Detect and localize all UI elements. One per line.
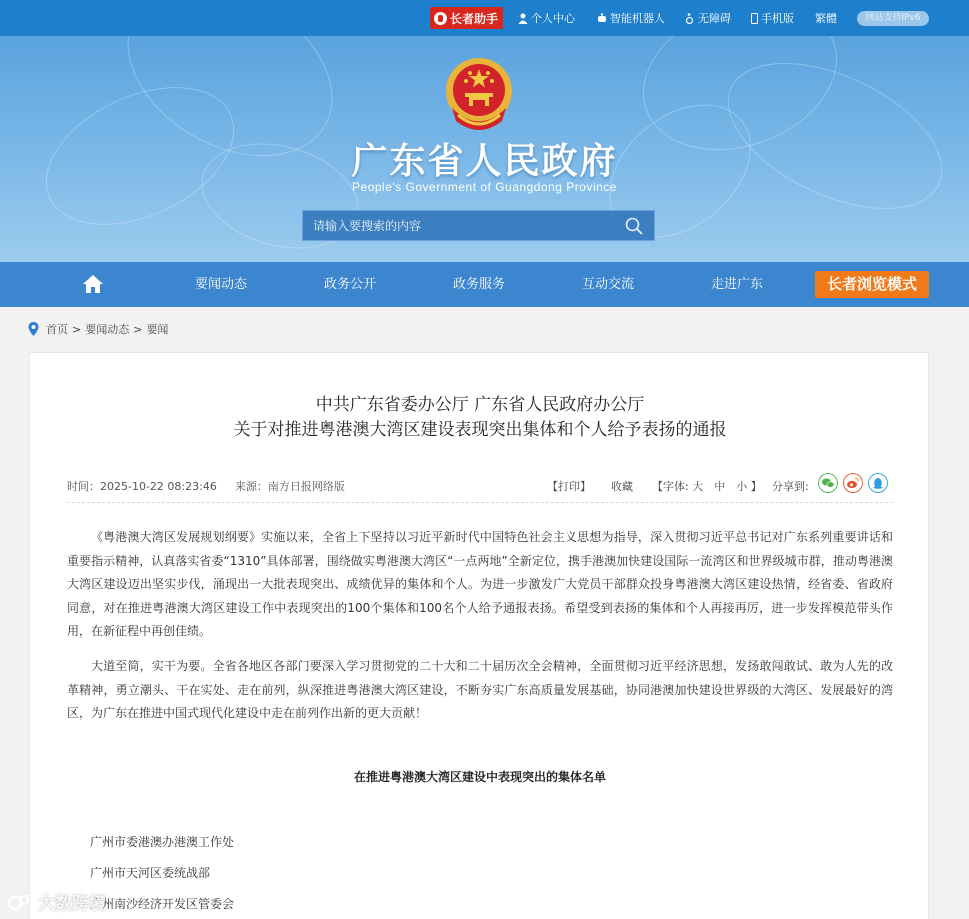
watermark — [8, 889, 106, 914]
search-input[interactable] — [303, 211, 613, 240]
article-paragraph: 《粤港澳大湾区发展规划纲要》实施以来，全省上下坚持以习近平新时代中国特色社会主义思想为指导，深入贯彻习近平总书记对广东系列重要讲话和重要指示精神，认真落实省委“1310”具体部署，围绕做实粤港澳大湾区“一点两地”全新定位，携手港澳加快建设国际一流湾区和世界级城市群，推动粤港澳大湾区建设迈出坚实步伐，涌现出一大批表现突出、成绩优异的集体和个人。为进一步激发广大党员干部群众投身粤港澳大湾区建设热情，经省委、省政府同意，对在推进粤港澳大湾区建设工作中表现突出的100个集体和100名个人给予通报表扬。希望受到表扬的集体和个人再接再厉，进一步发挥模范带头作用，在新征程中再创佳绩。 — [67, 530, 893, 638]
elder-browse-mode-button[interactable]: 长者浏览模式 — [815, 271, 929, 298]
nav-item-news[interactable]: 要闻动态 — [195, 277, 248, 292]
ipv6-badge: 网站支持IPv6 — [857, 11, 929, 26]
watermark-logo-icon — [8, 893, 34, 911]
meta-divider — [67, 502, 893, 503]
elder-assistant-button[interactable] — [430, 7, 503, 29]
national-emblem-icon — [440, 53, 518, 135]
phone-icon — [751, 13, 758, 24]
qq-share-icon[interactable] — [868, 473, 888, 493]
search-icon[interactable] — [624, 216, 644, 236]
list-item: 广州市天河区委统战部 — [90, 866, 211, 880]
search-box — [302, 210, 655, 241]
wheelchair-icon — [685, 13, 695, 24]
list-title: 在推进粤港澳大湾区建设中表现突出的集体名单 — [353, 770, 606, 784]
publish-time: 时间：2025-10-22 08:23:46 — [67, 480, 217, 493]
font-size-control[interactable]: 【字体: 大 中 小 】 — [652, 480, 762, 493]
article-title-line1: 中共广东省委办公厅 广东省人民政府办公厅 — [315, 395, 645, 415]
breadcrumb-separator: > — [133, 322, 143, 336]
accessibility-link[interactable] — [685, 10, 731, 26]
nav-item-gov-affairs[interactable]: 政务公开 — [324, 277, 377, 292]
nav-item-services[interactable]: 政务服务 — [453, 277, 506, 292]
robot-link[interactable] — [597, 10, 665, 26]
print-link[interactable]: 【打印】 — [547, 480, 591, 493]
location-pin-icon — [28, 322, 39, 336]
main-nav — [0, 262, 969, 307]
breadcrumb — [28, 321, 168, 337]
weibo-share-icon[interactable] — [843, 473, 863, 493]
elder-assistant-icon — [434, 12, 447, 25]
nav-item-interaction[interactable]: 互动交流 — [582, 277, 635, 292]
mobile-link[interactable] — [751, 10, 794, 26]
personal-center-label: 个人中心 — [531, 12, 575, 25]
site-title: 广东省人民政府 — [351, 141, 618, 182]
top-utility-bar — [0, 0, 969, 36]
article-meta — [67, 478, 345, 494]
share-label: 分享到: — [772, 480, 809, 493]
article-source: 来源：南方日报网络版 — [234, 480, 345, 493]
breadcrumb-current[interactable]: 要闻 — [146, 323, 169, 336]
traditional-label: 繁體 — [815, 12, 837, 25]
accessibility-label: 无障碍 — [698, 12, 731, 25]
nav-item-about-guangdong[interactable]: 走进广东 — [711, 277, 764, 292]
breadcrumb-separator: > — [72, 322, 82, 336]
article-title-line2: 关于对推进粤港澳大湾区建设表现突出集体和个人给予表扬的通报 — [233, 420, 727, 440]
favorite-link[interactable]: 收藏 — [611, 480, 633, 493]
header-banner — [0, 36, 969, 262]
elder-assistant-label: 长者助手 — [450, 11, 499, 26]
wechat-share-icon[interactable] — [818, 473, 838, 493]
site-subtitle: People's Government of Guangdong Province — [352, 180, 617, 194]
list-item: 广州市委港澳办港澳工作处 — [90, 835, 235, 849]
watermark-text: 大数跨境 — [38, 894, 106, 914]
home-icon[interactable] — [82, 274, 104, 294]
robot-label: 智能机器人 — [610, 12, 665, 25]
user-icon — [518, 13, 528, 24]
breadcrumb-news[interactable]: 要闻动态 — [85, 323, 130, 336]
article-paragraph: 大道至简，实干为要。全省各地区各部门要深入学习贯彻党的二十大和二十届历次全会精神，全面贯彻习近平经济思想，发扬敢闯敢试、敢为人先的改革精神，勇立潮头、干在实处、走在前列，纵深推进粤港澳大湾区建设，不断夯实广东高质量发展基础，协同港澳加快建设世界级的大湾区、发展最好的湾区，为广东在推进中国式现代化建设中走在前列作出新的更大贡献！ — [67, 659, 893, 720]
robot-icon — [597, 13, 607, 24]
personal-center-link[interactable] — [518, 10, 575, 26]
traditional-chinese-link[interactable] — [815, 10, 837, 26]
mobile-label: 手机版 — [761, 12, 794, 25]
breadcrumb-home[interactable]: 首页 — [46, 323, 68, 336]
list-item: 广州南沙经济开发区管委会 — [90, 897, 235, 911]
article-card — [29, 352, 929, 919]
